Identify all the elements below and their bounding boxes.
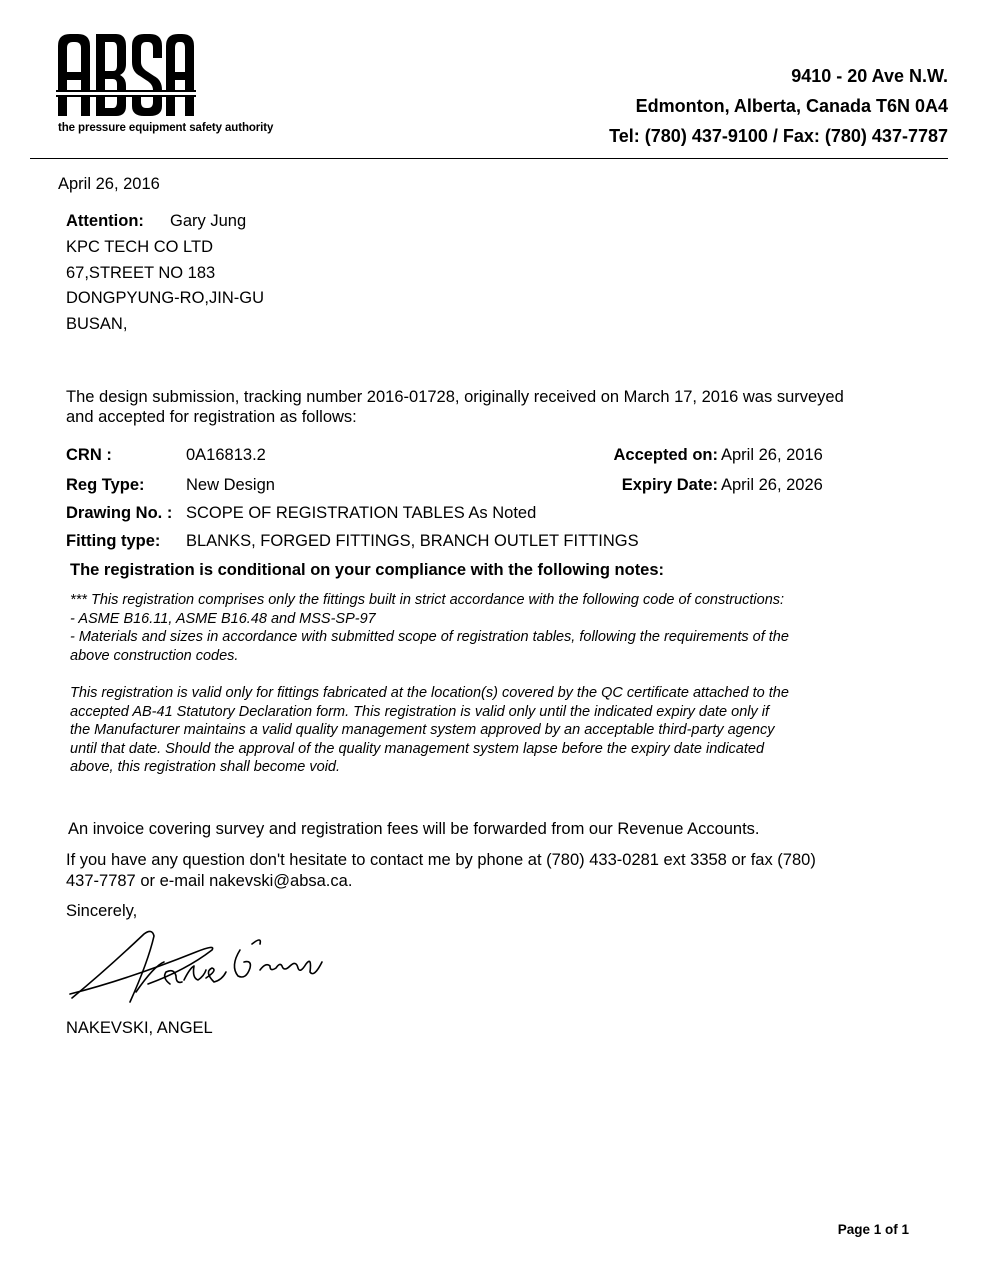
- note-line: above construction codes.: [70, 647, 239, 664]
- expiry-value: April 26, 2026: [721, 476, 823, 494]
- note-line: *** This registration comprises only the fittings built in strict accordance with the following code of constructions:: [70, 592, 785, 608]
- crn-label: CRN :: [66, 446, 112, 464]
- contact-line-2: 437-7787 or e-mail nakevski@absa.ca.: [66, 872, 353, 890]
- reg-type-value: New Design: [186, 476, 275, 494]
- contact-line-1: If you have any question don't hesitate to contact me by phone at (780) 433-0281 ext 3358 or fax (780): [66, 851, 816, 869]
- fitting-label: Fitting type:: [66, 532, 161, 550]
- page-number: Page 1 of 1: [837, 1222, 909, 1237]
- recipient-city: BUSAN,: [66, 315, 128, 333]
- note-line: - ASME B16.11, ASME B16.48 and MSS-SP-97: [70, 610, 376, 627]
- validity-line: This registration is valid only for fittings fabricated at the location(s) covered by the QC certificate attached to the: [70, 685, 789, 701]
- validity-line: until that date. Should the approval of the quality management system lapse before the expiry date indicated: [70, 740, 765, 757]
- invoice-line: An invoice covering survey and registration fees will be forwarded from our Revenue Accounts.: [68, 820, 760, 838]
- signer-name: NAKEVSKI, ANGEL: [66, 1019, 213, 1037]
- letter-date: April 26, 2016: [58, 175, 160, 193]
- recipient-company: KPC TECH CO LTD: [66, 238, 213, 256]
- sincerely: Sincerely,: [66, 902, 138, 920]
- accepted-value: April 26, 2016: [721, 446, 823, 464]
- address-city: Edmonton, Alberta, Canada T6N 0A4: [635, 96, 948, 116]
- attention-name: Gary Jung: [170, 212, 247, 230]
- address-street: 9410 - 20 Ave N.W.: [791, 66, 948, 86]
- absa-logo-mark: [56, 32, 196, 118]
- note-line: - Materials and sizes in accordance with submitted scope of registration tables, following the requirements of the: [70, 629, 789, 646]
- recipient-street: 67,STREET NO 183: [66, 264, 216, 282]
- validity-block: [70, 684, 900, 777]
- intro-line-1: The design submission, tracking number 2016-01728, originally received on March 17, 2016 was surveyed: [66, 388, 844, 406]
- crn-value: 0A16813.2: [186, 446, 266, 464]
- validity-line: accepted AB-41 Statutory Declaration form. This registration is valid only until the indicated expiry date only if: [70, 703, 770, 720]
- notes-heading: The registration is conditional on your compliance with the following notes:: [70, 561, 665, 579]
- validity-line: the Manufacturer maintains a valid quality management system approved by an acceptable third-party agency: [70, 722, 775, 739]
- phone-fax: Tel: (780) 437-9100 / Fax: (780) 437-7787: [609, 126, 948, 146]
- absa-logo: [56, 32, 286, 138]
- recipient-district: DONGPYUNG-RO,JIN-GU: [66, 289, 264, 307]
- signature: [66, 922, 336, 1012]
- reg-type-label: Reg Type:: [66, 476, 145, 494]
- notes-block: [70, 591, 900, 665]
- header-divider: [30, 158, 948, 159]
- drawing-label: Drawing No. :: [66, 504, 173, 522]
- fitting-value: BLANKS, FORGED FITTINGS, BRANCH OUTLET FITTINGS: [186, 532, 639, 550]
- expiry-label: Expiry Date:: [621, 476, 718, 494]
- validity-line: above, this registration shall become void.: [70, 759, 341, 776]
- drawing-value: SCOPE OF REGISTRATION TABLES As Noted: [186, 504, 537, 522]
- attention-label: Attention:: [66, 212, 144, 230]
- accepted-label: Accepted on:: [613, 446, 718, 464]
- intro-line-2: and accepted for registration as follows:: [66, 408, 357, 426]
- logo-tagline: the pressure equipment safety authority: [58, 122, 274, 134]
